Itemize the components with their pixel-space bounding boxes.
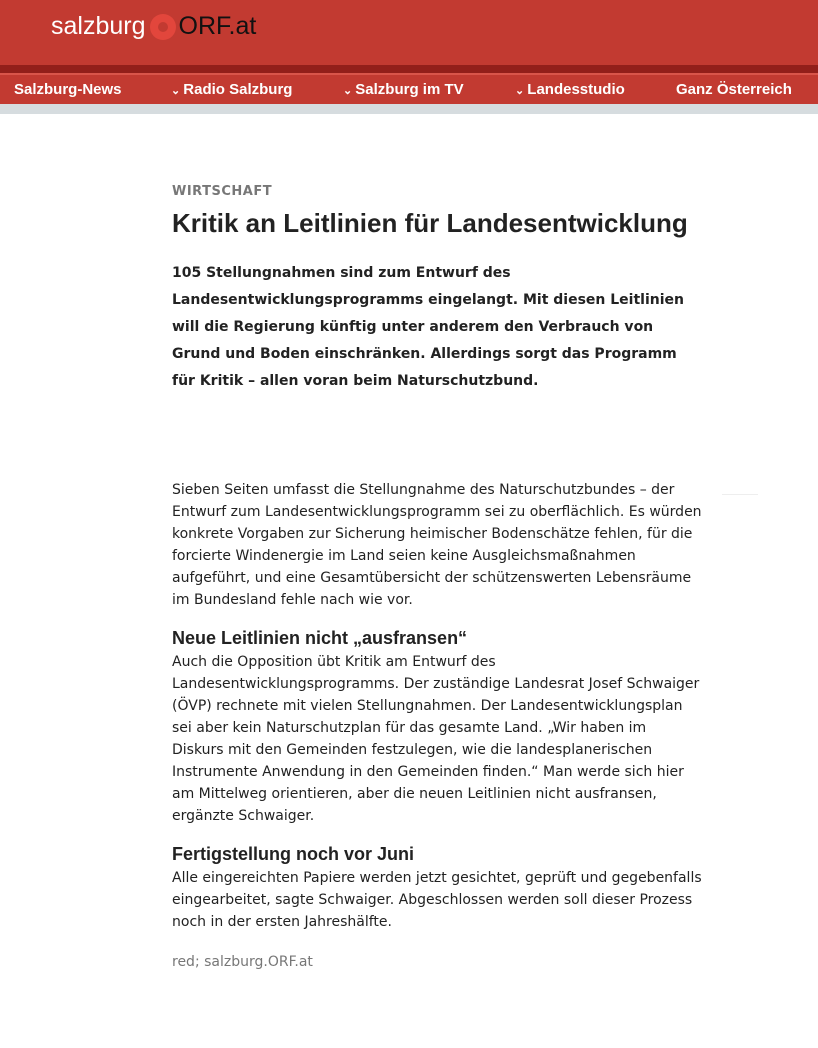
article-paragraph: Sieben Seiten umfasst die Stellungnahme des Naturschutzbundes – der Entwurf zum Landesentwicklungsprogramm sei zu oberflächlich. Es würden konkrete Vorgaben zur Sicherung heimischer Bodenschätze fehlen, für die forcierte Windenergie im Land seien keine Ausgleichsmaßnahmen aufgeführt, und eine Gesamtübersicht der schützenswerten Lebensräume im Bundesland fehle nach wie vor.: [172, 482, 702, 608]
header-band: [0, 65, 818, 75]
article-subheading: Neue Leitlinien nicht „ausfransen“: [172, 628, 468, 648]
main-nav: [0, 75, 818, 104]
orf-ring-icon: [150, 14, 176, 40]
article-subheading: Fertigstellung noch vor Juni: [172, 844, 415, 864]
nav-label: Salzburg im TV: [355, 81, 464, 98]
nav-label: Landesstudio: [527, 81, 625, 98]
article: [172, 184, 702, 973]
article-title: Kritik an Leitlinien für Landesentwicklung: [172, 208, 688, 238]
logo[interactable]: [51, 12, 256, 41]
nav-label: Radio Salzburg: [183, 81, 293, 98]
article-category[interactable]: WIRTSCHAFT: [172, 184, 273, 199]
divider: [722, 494, 758, 495]
nav-shadow-bar: [0, 104, 818, 114]
article-paragraph: Alle eingereichten Papiere werden jetzt gesichtet, geprüft und gegebenfalls eingearbeitet, sagte Schwaiger. Abgeschlossen werden soll dieser Prozess noch in der ersten Jahreshälfte.: [172, 870, 702, 930]
header: [0, 0, 818, 65]
nav-item-landesstudio[interactable]: [515, 81, 625, 98]
nav-item-radio-salzburg[interactable]: [171, 81, 292, 98]
article-source: red; salzburg.ORF.at: [172, 954, 313, 970]
nav-item-salzburg-im-tv[interactable]: [343, 81, 464, 98]
nav-item-salzburg-news[interactable]: [14, 81, 122, 98]
logo-region: salzburg: [51, 12, 146, 40]
nav-label: Salzburg-News: [14, 81, 122, 98]
chevron-down-icon: ⌄: [515, 85, 528, 97]
article-lead: 105 Stellungnahmen sind zum Entwurf des Landesentwicklungsprogramms eingelangt. Mit diesen Leitlinien will die Regierung künftig unter anderem den Verbrauch von Grund und Boden einschränken. Allerdings sorgt das Programm für Kritik – allen voran beim Naturschutzbund.: [172, 265, 684, 389]
article-paragraph: Auch die Opposition übt Kritik am Entwurf des Landesentwicklungsprogramms. Der zuständige Landesrat Josef Schwaiger (ÖVP) rechnete mit vielen Stellungnahmen. Der Landesentwicklungsplan sei aber kein Naturschutzplan für das gesamte Land. „Wir haben im Diskurs mit den Gemeinden festzulegen, wie die landesplanerischen Instrumente Anwendung in den Gemeinden finden.“ Man werde sich hier am Mittelweg orientieren, aber die neuen Leitlinien nicht ausfransen, ergänzte Schwaiger.: [172, 654, 700, 824]
chevron-down-icon: ⌄: [171, 85, 184, 97]
logo-brand: ORF.at: [178, 12, 257, 40]
nav-label: Ganz Österreich: [676, 81, 792, 98]
chevron-down-icon: ⌄: [343, 85, 356, 97]
nav-item-ganz-oesterreich[interactable]: [676, 81, 792, 98]
